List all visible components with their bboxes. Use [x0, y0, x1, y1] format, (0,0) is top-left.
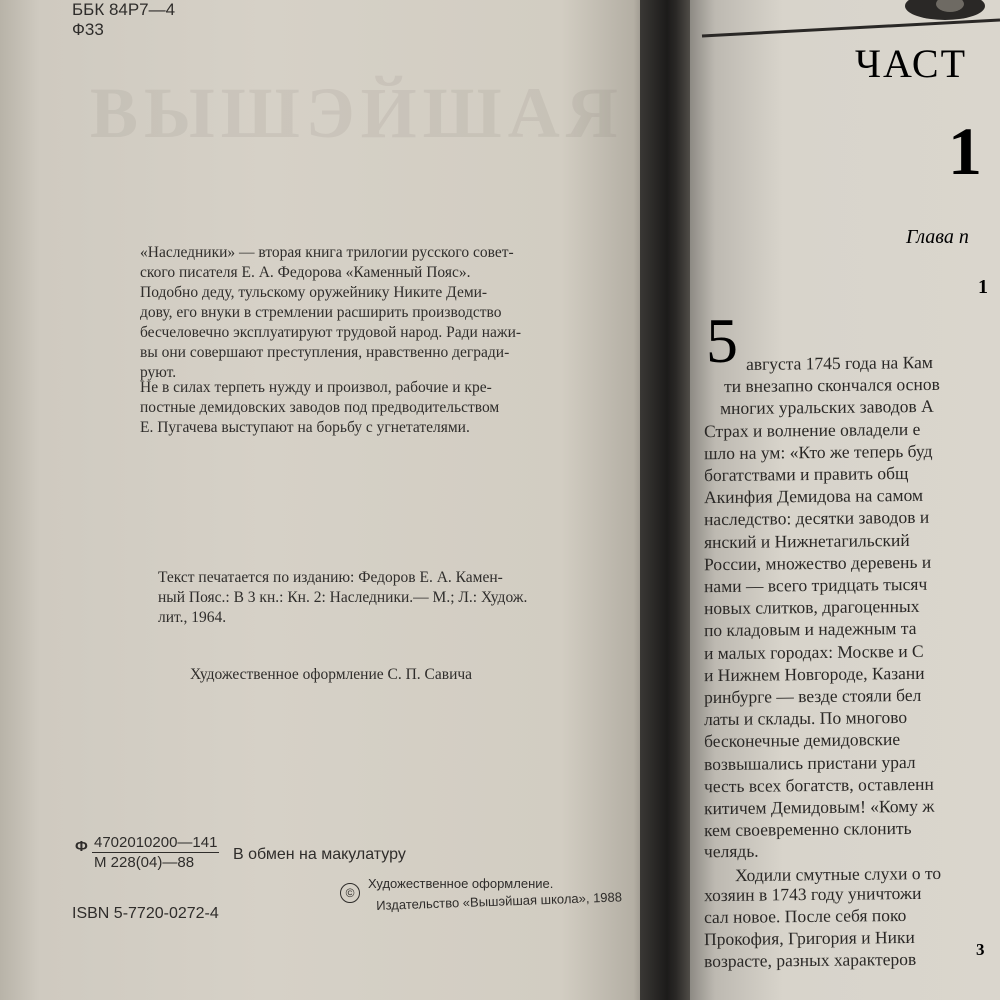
source-note-line: Текст печатается по изданию: Федоров Е. А. Камен- [158, 569, 503, 586]
body-line: кем своевременно склонить [703, 818, 912, 841]
annotation-line: «Наследники» — вторая книга трилогии русского совет- [140, 244, 514, 261]
isbn: ISBN 5-7720-0272-4 [72, 905, 219, 922]
body-line: наследство: десятки заводов и [703, 507, 930, 530]
drop-cap: 5 [706, 305, 738, 376]
body-line: бесконечные демидовские [703, 729, 901, 752]
body-line: Страх и волнение овладели е [703, 418, 921, 441]
body-line: честь всех богатств, оставленн [703, 773, 934, 796]
copyright-icon: © [340, 883, 360, 903]
author-code: Ф33 [72, 20, 104, 39]
exchange-note: В обмен на макулатуру [233, 846, 406, 863]
annotation-line: руют. [140, 364, 177, 381]
body-line: новых слитков, драгоценных [703, 596, 920, 619]
body-line: латы и склады. По многово [703, 707, 908, 730]
annotation-line: Е. Пугачева выступают на борьбу с угнетателями. [140, 419, 470, 436]
index-letter: Ф [75, 838, 88, 855]
body-line: и Нижнем Новгороде, Казани [703, 662, 925, 685]
body-line: сал новое. После себя поко [703, 904, 907, 928]
page-number: 3 [976, 940, 985, 959]
body-line: нами — всего тридцать тысяч [703, 573, 928, 597]
body-line: китичем Демидовым! «Кому ж [703, 795, 935, 819]
body-line: и малых городах: Москве и С [703, 640, 924, 663]
copyright-line-1: Художественное оформление. [368, 876, 554, 891]
body-line: ринбурге — везде стояли бел [703, 684, 922, 708]
index-denominator: М 228(04)—88 [94, 854, 195, 871]
annotation-line: постные демидовских заводов под предводительством [140, 399, 500, 416]
part-title: ЧАСТ [855, 41, 968, 86]
body-line: шло на ум: «Кто же теперь буд [703, 440, 933, 463]
body-line: России, множество деревень и [703, 551, 932, 574]
section-number: 1 [978, 276, 988, 298]
body-line: возвышались пристани урал [703, 751, 916, 774]
body-line: челядь. [703, 841, 759, 862]
copyright-line-2: Издательство «Вышэйшая школа», 1988 [376, 889, 623, 913]
body-line: хозяин в 1743 году уничтожи [703, 882, 922, 905]
source-note-line: ный Пояс.: В 3 кн.: Кн. 2: Наследники.— М.; Л.: Худож. [158, 589, 528, 606]
body-line: августа 1745 года на Кам [745, 352, 934, 374]
body-line: богатствами и править общ [703, 462, 909, 486]
body-line: многих уральских заводов А [719, 396, 934, 419]
annotation-line: дову, его внуки в стремлении расширить производство [140, 304, 502, 321]
annotation-line: вы они совершают преступления, нравственно дегради- [140, 344, 510, 361]
show-through-text: ВЫШЭЙШАЯ [90, 73, 624, 153]
body-line: возрасте, разных характеров [703, 949, 917, 972]
body-line: янский и Нижнетагильский [703, 529, 910, 552]
annotation-line: бесчеловечно эксплуатируют трудовой народ. Ради нажи- [140, 324, 522, 341]
source-note-line: лит., 1964. [158, 609, 227, 626]
body-line: по кладовым и надежным та [703, 618, 917, 641]
annotation-line: Подобно деду, тульскому оружейнику Никите Деми- [140, 284, 488, 301]
index-numerator: 4702010200—141 [94, 834, 218, 851]
annotation-line: ского писателя Е. А. Федорова «Каменный Пояс». [140, 264, 471, 281]
body-line: Ходили смутные слухи о то [734, 862, 942, 885]
chapter-title: Глава п [906, 226, 969, 248]
classification-code: ББК 84Р7—4 [72, 0, 176, 19]
body-line: Прокофия, Григория и Ники [703, 927, 915, 950]
annotation-line: Не в силах терпеть нужду и произвол, рабочие и кре- [140, 379, 492, 396]
body-line: ти внезапно скончался основ [723, 374, 940, 397]
art-credit: Художественное оформление С. П. Савича [190, 666, 473, 683]
part-number: 1 [948, 113, 982, 189]
body-line: Акинфия Демидова на самом [703, 485, 924, 508]
